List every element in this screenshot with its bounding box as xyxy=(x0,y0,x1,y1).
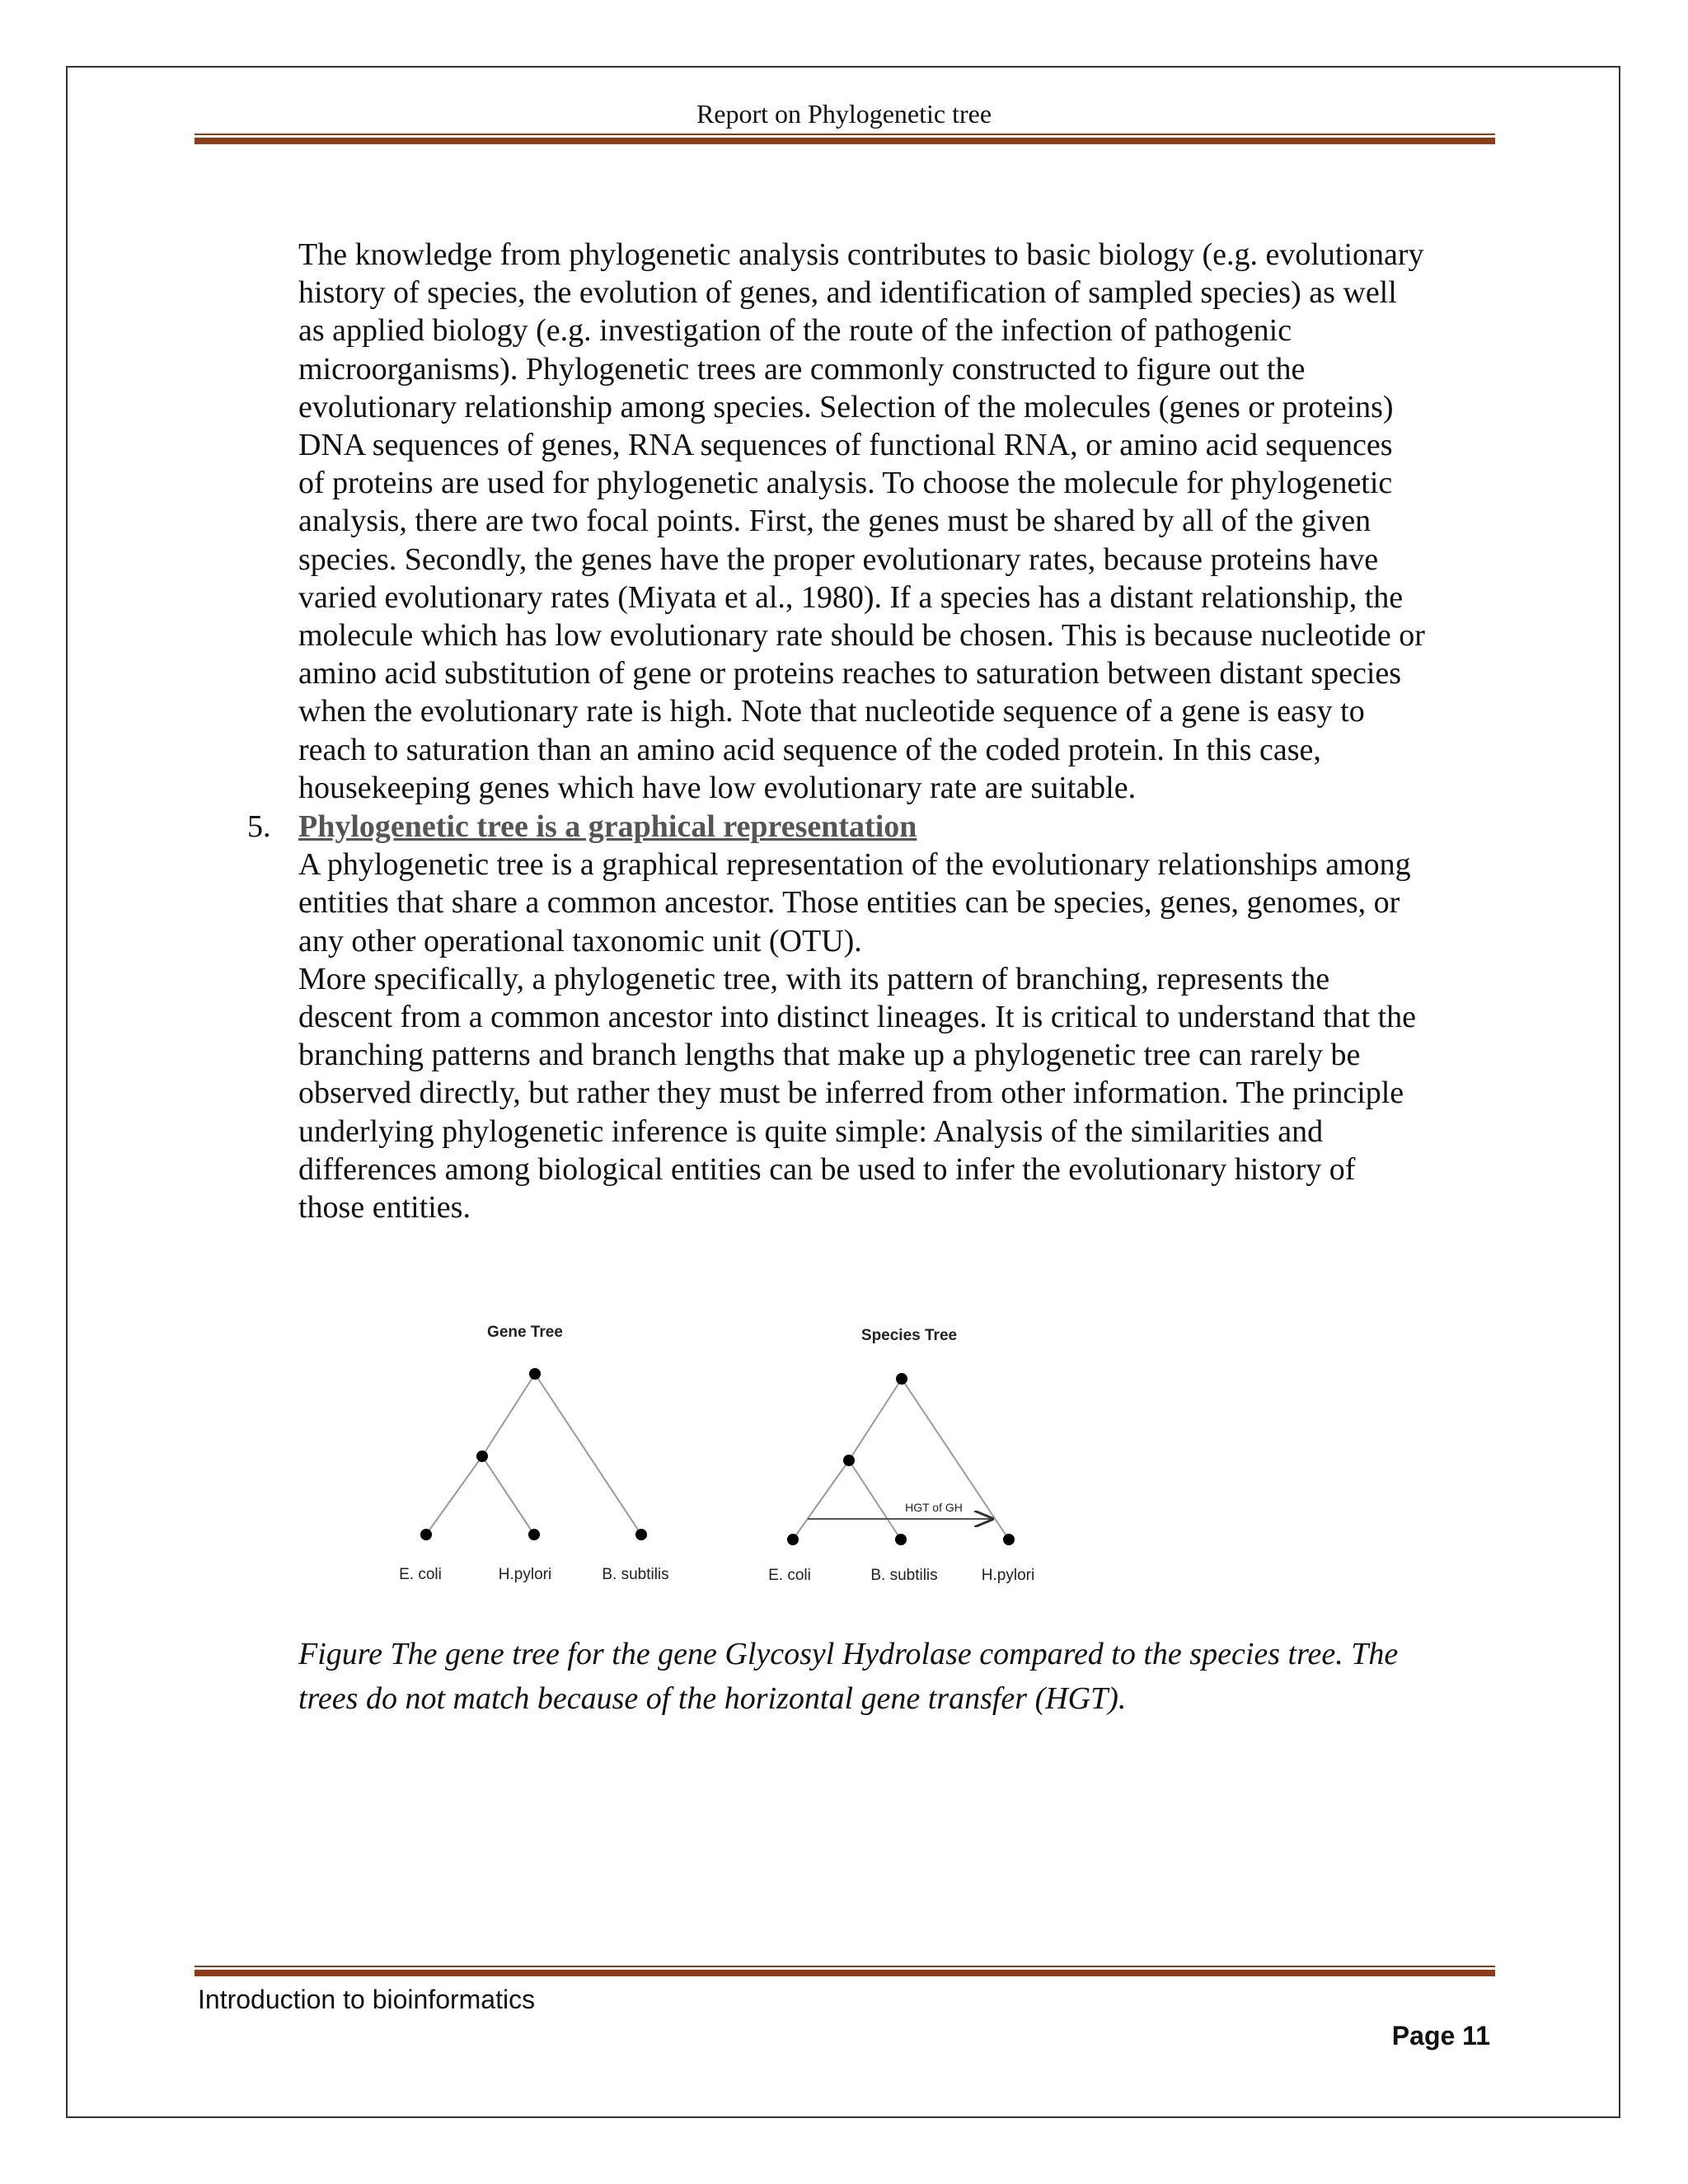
leaf-label: H.pylori xyxy=(498,1566,552,1583)
text-line: A phylogenetic tree is a graphical representation of the evolutionary relationships among xyxy=(298,847,1411,883)
text-line: of proteins are used for phylogenetic analysis. To choose the molecule for phylogenetic xyxy=(298,466,1393,501)
section-heading: Phylogenetic tree is a graphical representation xyxy=(298,809,917,844)
section-number: 5. xyxy=(247,809,271,844)
text-line: any other operational taxonomic unit (OTU). xyxy=(298,923,862,958)
text-line: amino acid substitution of gene or proteins reaches to saturation between distant species xyxy=(298,656,1402,691)
text-line: species. Secondly, the genes have the proper evolutionary rates, because proteins have xyxy=(298,541,1379,577)
text-line: differences among biological entities can be used to infer the evolutionary history of xyxy=(298,1151,1356,1187)
header-rule xyxy=(195,134,1495,144)
page-number: Page 11 xyxy=(1391,2021,1490,2050)
text-line: analysis, there are two focal points. First, the genes must be shared by all of the given xyxy=(298,504,1372,539)
text-line: More specifically, a phylogenetic tree, with its pattern of branching, represents the xyxy=(298,961,1330,996)
gene-tree xyxy=(399,1324,669,1583)
branch xyxy=(902,1379,1009,1540)
header-title: Report on Phylogenetic tree xyxy=(696,99,992,129)
leaf-label: B. subtilis xyxy=(870,1567,938,1584)
leaf-label: E. coli xyxy=(768,1567,811,1584)
text-line: as applied biology (e.g. investigation of the route of the infection of pathogenic xyxy=(298,313,1292,349)
text-line: microorganisms). Phylogenetic trees are commonly constructed to figure out the xyxy=(298,351,1306,387)
text-line: housekeeping genes which have low evolutionary rate are suitable. xyxy=(298,770,1137,805)
tree-node xyxy=(895,1534,907,1545)
text-line: reach to saturation than an amino acid sequence of the coded protein. In this case, xyxy=(298,732,1321,767)
branch xyxy=(482,1456,534,1535)
tree-node xyxy=(476,1451,488,1462)
tree-node xyxy=(896,1373,907,1385)
gene-tree-title: Gene Tree xyxy=(487,1324,563,1341)
text-line: when the evolutionary rate is high. Note that nucleotide sequence of a gene is easy to xyxy=(298,694,1365,729)
text-line: underlying phylogenetic inference is quite simple: Analysis of the similarities and xyxy=(298,1113,1324,1149)
footer-rule xyxy=(195,1966,1495,1976)
tree-node xyxy=(529,1368,541,1380)
intro-paragraph xyxy=(298,236,1502,807)
text-line: DNA sequences of genes, RNA sequences of functional RNA, or amino acid sequences xyxy=(298,428,1393,463)
footer-course-title: Introduction to bioinformatics xyxy=(198,1985,536,2014)
branch xyxy=(793,1460,849,1540)
leaf-label: B. subtilis xyxy=(602,1566,669,1583)
text-line: entities that share a common ancestor. Those entities can be species, genes, genomes, or xyxy=(298,885,1400,921)
tree-node xyxy=(528,1529,540,1540)
text-line: evolutionary relationship among species. Selection of the molecules (genes or proteins) xyxy=(298,389,1394,424)
caption-line: Figure The gene tree for the gene Glycosyl Hydrolase compared to the species tree. The xyxy=(298,1637,1399,1671)
branch xyxy=(849,1460,901,1540)
branch xyxy=(426,1456,482,1535)
text-line: history of species, the evolution of genes, and identification of sampled species) as well xyxy=(298,275,1397,311)
caption-line: trees do not match because of the horizontal gene transfer (HGT). xyxy=(298,1681,1127,1716)
text-line: descent from a common ancestor into distinct lineages. It is critical to understand that the xyxy=(298,1000,1416,1034)
text-line: those entities. xyxy=(298,1190,471,1226)
tree-figure xyxy=(363,1302,1104,1599)
text-line: branching patterns and branch lengths that make up a phylogenetic tree can rarely be xyxy=(298,1038,1361,1073)
branch xyxy=(849,1379,902,1460)
tree-node xyxy=(843,1455,855,1466)
branch xyxy=(482,1374,535,1456)
tree-node xyxy=(1003,1534,1015,1545)
text-line: The knowledge from phylogenetic analysis contributes to basic biology (e.g. evolutionary xyxy=(298,237,1424,272)
text-line: observed directly, but rather they must be inferred from other information. The principle xyxy=(298,1076,1404,1111)
leaf-label: H.pylori xyxy=(981,1567,1035,1584)
text-line: molecule which has low evolutionary rate should be chosen. This is because nucleotide or xyxy=(298,618,1425,654)
section-body xyxy=(298,846,1416,1226)
species-tree xyxy=(768,1327,1034,1584)
tree-node xyxy=(787,1534,799,1545)
branch xyxy=(535,1374,641,1535)
figure-caption xyxy=(298,1632,1502,1721)
species-tree-title: Species Tree xyxy=(860,1327,958,1344)
text-line: varied evolutionary rates (Miyata et al., 1980). If a species has a distant relationship, the xyxy=(298,579,1404,615)
hgt-label: HGT of GH xyxy=(905,1501,963,1514)
leaf-label: E. coli xyxy=(399,1566,442,1583)
tree-node xyxy=(635,1529,647,1540)
tree-node xyxy=(420,1529,432,1540)
